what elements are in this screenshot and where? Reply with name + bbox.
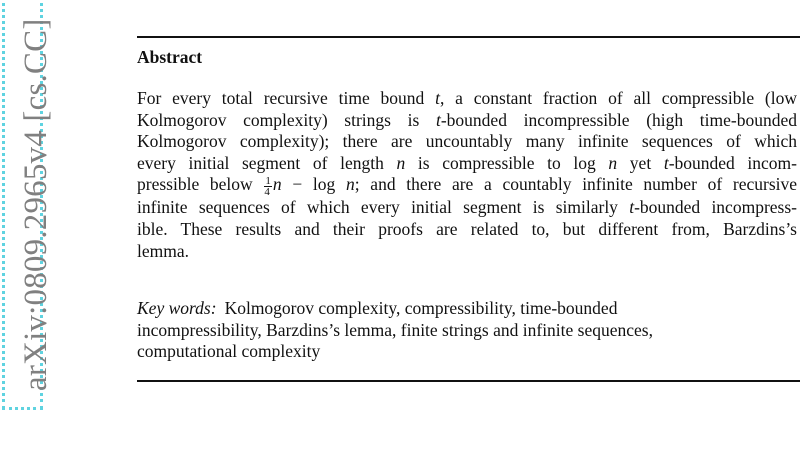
abstract-line: Kolmogorov complexity) strings is t-bounded incompressible (high time-bounded <box>137 109 797 130</box>
abstract-line: lemma. <box>137 240 189 261</box>
keywords-label: Key words: <box>137 298 217 318</box>
abstract-line: For every total recursive time bound t, a constant fraction of all compressible (low <box>137 88 797 108</box>
abstract-heading: Abstract <box>137 47 203 67</box>
keywords-line: Key words: Kolmogorov complexity, compressibility, time-bounded <box>137 298 618 318</box>
abstract-line: pressible below $\frac{1}{4}$ n − log n; and there are a countably infinite number of recursive <box>137 174 798 199</box>
keywords-section <box>137 298 797 363</box>
abstract-line: infinite sequences of which every initial segment is similarly t-bounded incompress- <box>137 197 797 218</box>
abstract-body <box>137 88 797 262</box>
keywords-line: computational complexity <box>137 341 321 362</box>
bottom-rule <box>137 380 800 382</box>
fraction-one-quarter: $\frac{1}{4}$ <box>264 175 271 199</box>
abstract-line: ible. These results and their proofs are related to, but different from, Barzdins’s <box>137 218 797 239</box>
abstract-line: every initial segment of length n is compressible to log n yet t-bounded incom- <box>137 152 798 173</box>
keywords-line: incompressibility, Barzdins’s lemma, finite strings and infinite sequences, <box>137 319 653 340</box>
abstract-line: Kolmogorov complexity); there are uncountably many infinite sequences of which <box>137 131 797 152</box>
top-rule <box>137 36 800 38</box>
arxiv-identifier: arXiv:0809.2965v4 [cs.CC] <box>18 18 54 391</box>
